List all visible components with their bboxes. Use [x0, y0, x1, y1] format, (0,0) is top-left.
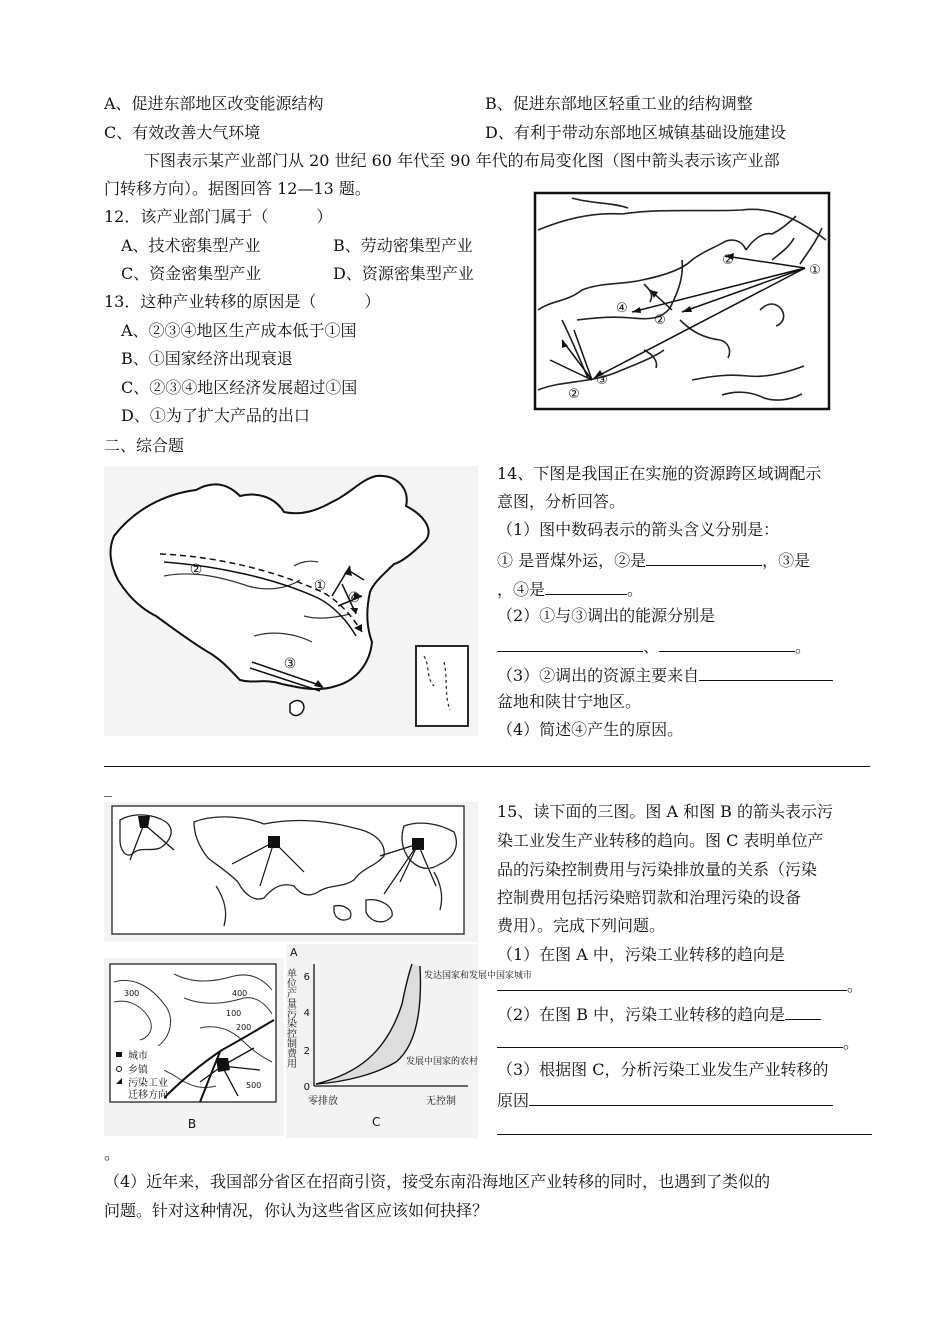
option-a: A、促进东部地区改变能源结构 — [104, 94, 324, 113]
q14-blank-energy-1[interactable] — [497, 635, 643, 652]
section-title: 二、综合题 — [104, 436, 185, 455]
q14-part-1-line — [497, 549, 810, 571]
q15-blank-c-2[interactable] — [497, 1134, 872, 1135]
figure-b-contour-map — [104, 958, 284, 1136]
q15-p3-end: 。 — [104, 1144, 121, 1163]
contour-label-200: 200 — [236, 1023, 252, 1032]
contour-label-300: 300 — [124, 989, 140, 998]
intro-line-1: 下图表示某产业部门从 20 世纪 60 年代至 90 年代的布局变化图（图中箭头表示该产业部 — [144, 151, 780, 170]
q15-blank-a[interactable] — [497, 974, 847, 991]
map-marker-2-mid: ② — [654, 313, 666, 328]
q14-part-4: （4）简述④产生的原因。 — [497, 720, 684, 739]
q14-part-2: （2）①与③调出的能源分别是 — [497, 606, 716, 625]
q15-blank-b-2[interactable] — [497, 1031, 843, 1048]
q15-p3-prefix: 原因 — [497, 1091, 530, 1110]
answer-line-q14[interactable] — [104, 766, 870, 767]
q14-p3-prefix: （3）②调出的资源主要来自 — [497, 666, 700, 685]
q15-part-2 — [497, 1003, 821, 1025]
q15-p1-end: 。 — [847, 976, 864, 995]
map-marker-4: ④ — [616, 301, 628, 316]
q15-part-3-line-2 — [497, 1089, 833, 1111]
q15-line-3: 品的污染控制费用与污染排放量的关系（污染 — [497, 860, 818, 879]
q14-blank-basin[interactable] — [699, 664, 833, 681]
q14-part-3 — [497, 664, 833, 686]
q15-line-2: 染工业发生产业转移的趋向。图 C 表明单位产 — [497, 831, 824, 850]
figure-c-ytick-6: 6 — [303, 972, 310, 983]
q15-part-4-line-1: （4）近年来，我国部分省区在招商引资，接受东南沿海地区产业转移的同时，也遇到了类似的 — [104, 1172, 771, 1191]
map-marker-1: ① — [809, 263, 821, 278]
q15-blank-c-1[interactable] — [529, 1089, 833, 1106]
map-marker-2-south: ② — [568, 387, 580, 402]
q15-part-4-line-2: 问题。针对这种情况，你认为这些省区应该如何抉择？ — [104, 1201, 489, 1220]
q15-line-1: 15、读下面的三图。图 A 和图 B 的箭头表示污 — [497, 802, 834, 821]
q15-line-5: 费用）。完成下列问题。 — [497, 916, 666, 935]
q12-option-d: D、资源密集型产业 — [333, 264, 474, 283]
figure-a-world-map — [104, 802, 478, 942]
figure-c-label: C — [372, 1115, 381, 1129]
figure-c-curve-lower: 发展中国家的农村 — [406, 1057, 479, 1067]
q15-line-4: 控制费用包括污染赔罚款和治理污染的设备 — [497, 888, 802, 907]
legend-migration-direction: 迁移方向 — [128, 1090, 168, 1101]
east-asia-transfer-map — [532, 190, 832, 412]
q14-p1-prefix: ① 是晋煤外运，②是 — [497, 551, 647, 570]
q13-option-b: B、①国家经济出现衰退 — [121, 349, 293, 368]
q13-stem: 13．这种产业转移的原因是（ ） — [104, 292, 381, 311]
intro-line-2: 门转移方向）。据图回答 12—13 题。 — [104, 179, 371, 198]
option-d: D、有利于带动东部地区城镇基础设施建设 — [485, 123, 786, 142]
option-b: B、促进东部地区轻重工业的结构调整 — [485, 94, 753, 113]
q15-part-1-answer — [497, 974, 863, 996]
q15-p2-end: 。 — [843, 1033, 860, 1052]
q12-option-c: C、资金密集型产业 — [121, 264, 262, 283]
legend-polluting-industry: 污染工业 — [128, 1078, 168, 1089]
q14-blank-energy-3[interactable] — [659, 635, 795, 652]
q14-line-2: 意图，分析回答。 — [497, 492, 626, 511]
legend-city: 城市 — [128, 1051, 148, 1062]
q13-option-c: C、②③④地区经济发展超过①国 — [121, 378, 358, 397]
q14-p2-sep: 、 — [643, 637, 660, 656]
q14-tail: _ — [104, 778, 112, 797]
q14-blank-4[interactable] — [545, 578, 627, 595]
china-map-marker-4: ④ — [347, 590, 361, 606]
q14-p1-prefix-4: ，④是 — [497, 580, 546, 599]
q13-option-d: D、①为了扩大产品的出口 — [121, 406, 310, 425]
q15-part-1: （1）在图 A 中，污染工业转移的趋向是 — [497, 945, 785, 964]
q14-line-1: 14、下图是我国正在实施的资源跨区域调配示 — [497, 464, 822, 483]
q14-p1-mid: ，③是 — [762, 551, 811, 570]
q14-blank-2[interactable] — [646, 549, 762, 566]
figure-c-ytick-4: 4 — [303, 1008, 310, 1019]
contour-label-100: 100 — [226, 1009, 242, 1018]
china-map-marker-1: ① — [313, 578, 327, 594]
option-c: C、有效改善大气环境 — [104, 123, 261, 142]
q14-part-1-line-2 — [497, 578, 643, 600]
figure-c-ylabel: 单位产量污染控制费用 — [284, 968, 296, 1068]
q13-option-a: A、②③④地区生产成本低于①国 — [121, 321, 357, 340]
q15-blank-b-1[interactable] — [785, 1003, 821, 1020]
contour-label-400: 400 — [232, 989, 248, 998]
china-resource-map — [104, 466, 478, 736]
q14-part-1: （1）图中数码表示的箭头含义分别是： — [497, 520, 780, 539]
map-marker-2-north: ② — [722, 253, 734, 268]
figure-c-xlabel-left: 零排放 — [308, 1096, 338, 1107]
q14-part-2-line — [497, 635, 811, 657]
q14-p1-end: 。 — [627, 580, 644, 599]
q15-part-2-answer — [497, 1031, 859, 1053]
contour-label-500: 500 — [246, 1081, 262, 1090]
figure-c-xlabel-right: 无控制 — [426, 1096, 456, 1107]
q14-p2-end: 。 — [795, 637, 812, 656]
q12-option-b: B、劳动密集型产业 — [333, 236, 473, 255]
figure-b-label: B — [187, 1117, 197, 1131]
figure-c-ytick-0: 0 — [303, 1082, 310, 1093]
figure-c-curve-upper: 发达国家和发展中国家城市 — [424, 971, 533, 981]
figure-c-ytick-2: 2 — [303, 1046, 310, 1057]
q15-p2-prefix: （2）在图 B 中，污染工业转移的趋向是 — [497, 1005, 786, 1024]
china-map-marker-2: ② — [189, 562, 203, 578]
q15-part-3: （3）根据图 C，分析污染工业发生产业转移的 — [497, 1060, 829, 1079]
china-map-marker-3: ③ — [283, 656, 297, 672]
figure-c-top-label: A — [290, 946, 298, 959]
legend-town: 乡镇 — [128, 1065, 148, 1076]
q12-option-a: A、技术密集型产业 — [121, 236, 261, 255]
q14-part-3-line-2: 盆地和陕甘宁地区。 — [497, 692, 642, 711]
map-marker-3: ③ — [596, 373, 608, 388]
q12-stem: 12．该产业部门属于（ ） — [104, 207, 333, 226]
